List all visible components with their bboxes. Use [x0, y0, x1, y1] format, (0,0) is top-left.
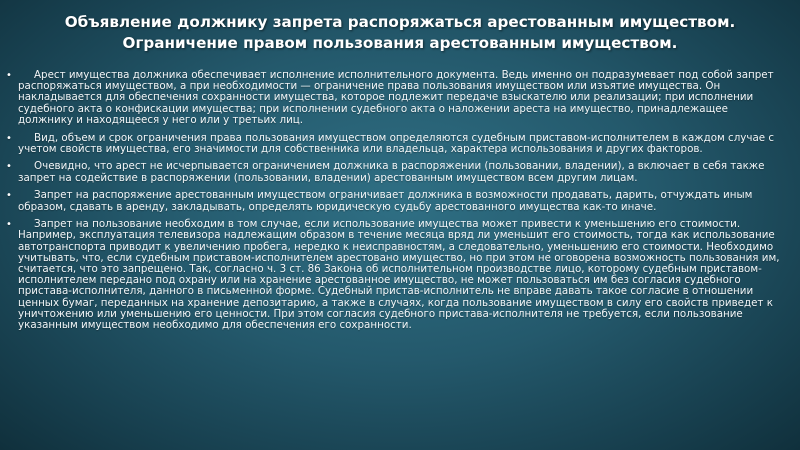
paragraph-text: Очевидно, что арест не исчерпывается ограничением должника в распоряжении (пользовании, владении), а включает в себя также запрет на содействие в распоряжении (пользовании, владении) арестованным имуществом всем другим лицам. [18, 160, 765, 184]
bullet-icon: • [6, 161, 12, 173]
bullet-icon: • [6, 70, 12, 81]
bullet-paragraph-2 [6, 131, 784, 155]
bullet-paragraph-3 [6, 160, 784, 184]
bullet-icon: • [6, 190, 12, 202]
bullet-paragraph-1 [6, 69, 784, 126]
bullet-paragraph-5 [6, 218, 784, 332]
bullet-paragraph-4 [6, 189, 784, 213]
slide-title-line-1: Объявление должнику запрета распоряжаться арестованным имуществом. [64, 13, 736, 31]
bullet-list [6, 69, 784, 338]
paragraph-text: Запрет на распоряжение арестованным имуществом ограничивает должника в возможности продавать, дарить, отчуждать иным образом, сдавать в аренду, закладывать, определять юридическую судьбу арестованного имущества как-то иначе. [18, 189, 753, 213]
slide-title [20, 12, 780, 54]
paragraph-text: Вид, объем и срок ограничения права пользования имуществом определяются судебным приставом-исполнителем в каждом случае с учетом свойств имущества, его значимости для собственника или владельца, характера использования и других факторов. [18, 131, 775, 155]
slide-title-line-2: Ограничение правом пользования арестованным имуществом. [122, 34, 678, 52]
paragraph-text: Запрет на пользование необходим в том случае, если использование имущества может привести к уменьшению его стоимости. Например, эксплуатация телевизора надлежащим образом в течение месяца вряд ли уменьшит его стоимость, тогда как использование автотранспорта приводит к увеличению пробега, нередко к неисправностям, а следовательно, уменьшению его стоимости. Необходимо учитывать, что, если судебным приставом-исполнителем арестовано имущество, но при этом не оговорена возможность пользования им, считается, что это запрещено. Так, согласно ч. 3 ст. 86 Закона об исполнительном производстве лицо, которому судебным приставом-исполнителем передано под охрану или на хранение арестованное имущество, не может пользоваться им без согласия судебного пристава-исполнителя, данного в письменной форме. Судебный пристав-исполнитель не вправе давать такое согласие в отношении ценных бумаг, переданных на хранение депозитарию, а также в случаях, когда пользование имуществом в силу его свойств приведет к уничтожению или уменьшению его ценности. При этом согласия судебного пристава-исполнителя не требуется, если пользование указанным имуществом необходимо для обеспечения его сохранности. [18, 218, 780, 332]
bullet-icon: • [6, 132, 12, 144]
paragraph-text: Арест имущества должника обеспечивает исполнение исполнительного документа. Ведь именно он подразумевает под собой запрет распоряжаться имуществом, а при необходимости — ограничение права пользования имуществом или изъятие имущества. Он накладывается для обеспечения сохранности имущества, которое подлежит передаче взыскателю или реализации; при исполнении судебного акта о конфискации имущества; при исполнении судебного акта о наложении ареста на имущество, принадлежащее должнику и находящееся у него или у третьих лиц. [18, 69, 774, 126]
bullet-icon: • [6, 219, 12, 231]
